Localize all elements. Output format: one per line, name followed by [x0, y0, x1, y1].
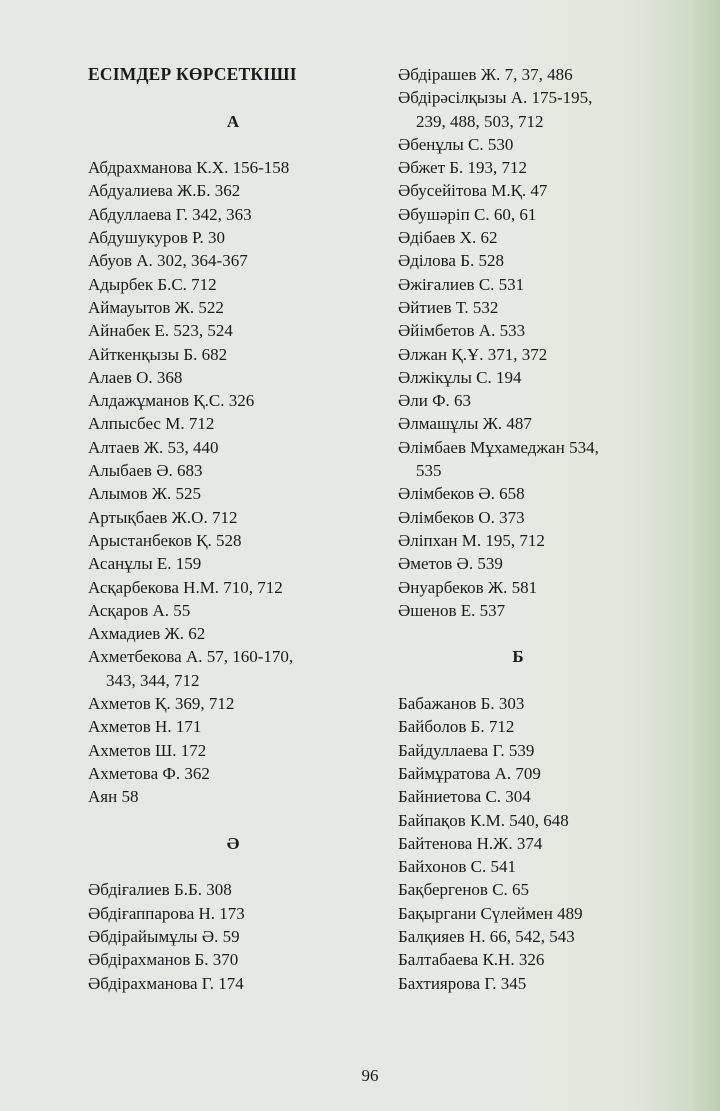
index-entry — [88, 576, 378, 599]
index-entry — [398, 576, 698, 599]
index-entry — [398, 482, 698, 505]
index-entry — [88, 692, 378, 715]
entry-text: Айнабек Е. 523, 524 — [88, 321, 233, 341]
index-entry — [398, 809, 698, 832]
index-entry — [398, 599, 698, 622]
entry-text: Баймұратова А. 709 — [398, 763, 541, 783]
entry-text: Абуов А. 302, 364-367 — [88, 251, 248, 271]
entry-text: Әбдірахманова Г. 174 — [88, 973, 244, 993]
entry-text: Әбусейітова М.Қ. 47 — [398, 181, 548, 201]
section-letter: Б — [512, 647, 524, 667]
index-entry — [88, 319, 378, 342]
index-entry — [398, 925, 698, 948]
index-entry — [88, 156, 378, 179]
index-entry — [398, 972, 698, 995]
index-entry — [88, 529, 378, 552]
index-entry — [398, 715, 698, 738]
entry-text: Әметов Ә. 539 — [398, 554, 503, 574]
index-entry — [398, 832, 698, 855]
entry-text: Әбенұлы С. 530 — [398, 134, 514, 154]
entry-text: Байхонов С. 541 — [398, 857, 516, 877]
entry-text: Арыстанбеков Қ. 528 — [88, 530, 242, 550]
index-entry — [398, 762, 698, 785]
index-entry — [88, 506, 378, 529]
index-entry — [88, 343, 378, 366]
entry-text: Бабажанов Б. 303 — [398, 694, 525, 714]
entry-text: Әлімбаев Мұхамеджан 534, — [398, 437, 599, 457]
index-entry — [398, 343, 698, 366]
index-entry — [398, 389, 698, 412]
entry-text: Бақыргани Сүлеймен 489 — [398, 903, 583, 923]
index-entry — [88, 226, 378, 249]
entry-text: Әнуарбеков Ж. 581 — [398, 577, 538, 597]
entry-text: Әлмашұлы Ж. 487 — [398, 414, 532, 434]
index-entry — [398, 179, 698, 202]
index-entry — [88, 412, 378, 435]
entry-continuation: 535 — [416, 461, 442, 481]
entry-text: Абдуалиева Ж.Б. 362 — [88, 181, 241, 201]
entry-text: Әбдіғаппарова Н. 173 — [88, 903, 245, 923]
page-number: 96 — [361, 1066, 379, 1085]
entry-text: Байтенова Н.Ж. 374 — [398, 833, 543, 853]
entry-text: Балқияев Н. 66, 542, 543 — [398, 926, 575, 946]
entry-text: Әли Ф. 63 — [398, 391, 472, 411]
index-entry — [88, 179, 378, 202]
entry-text: Абдуллаева Г. 342, 363 — [88, 204, 252, 224]
entry-text: Әдібаев Х. 62 — [398, 228, 498, 248]
entry-text: Аян 58 — [88, 787, 139, 807]
index-entry — [398, 273, 698, 296]
entry-text: Әлжікұлы С. 194 — [398, 367, 522, 387]
entry-text: Ахметбекова А. 57, 160-170, — [88, 647, 294, 667]
entry-text: Артықбаев Ж.О. 712 — [88, 507, 238, 527]
index-entry — [398, 156, 698, 179]
entry-text: Әбушәріп С. 60, 61 — [398, 204, 537, 224]
entry-text: Айткенқызы Б. 682 — [88, 344, 228, 364]
entry-text: Байдуллаева Г. 539 — [398, 740, 535, 760]
index-entry — [88, 296, 378, 319]
index-entry — [88, 459, 378, 482]
index-entry — [88, 552, 378, 575]
index-entry — [398, 319, 698, 342]
index-entry — [398, 529, 698, 552]
entry-text: Асқаров А. 55 — [88, 600, 191, 620]
index-entry — [88, 389, 378, 412]
index-entry — [398, 692, 698, 715]
entry-continuation: 343, 344, 712 — [106, 670, 200, 690]
index-entry — [398, 133, 698, 156]
index-entry — [88, 925, 378, 948]
index-entry — [88, 249, 378, 272]
section-letter: А — [226, 111, 240, 131]
entry-text: Балтабаева К.Н. 326 — [398, 950, 545, 970]
index-entry — [398, 902, 698, 925]
entry-text: Ахметов Н. 171 — [88, 717, 202, 737]
entry-text: Ахмадиев Ж. 62 — [88, 624, 206, 644]
entry-text: Ахметов Ш. 172 — [88, 740, 207, 760]
entry-text: Әбжет Б. 193, 712 — [398, 158, 528, 178]
entry-text: Алыбаев Ә. 683 — [88, 461, 203, 481]
entry-text: Әділова Б. 528 — [398, 251, 504, 271]
index-entry — [88, 645, 378, 692]
index-entry — [398, 552, 698, 575]
entry-text: Әбдірахманов Б. 370 — [88, 950, 239, 970]
entry-text: Әбдірәсілқызы А. 175-195, — [398, 88, 593, 108]
index-entry — [398, 739, 698, 762]
index-entry — [88, 972, 378, 995]
index-entry — [88, 785, 378, 808]
index-entry — [88, 203, 378, 226]
entry-text: Аймауытов Ж. 522 — [88, 297, 224, 317]
entry-text: Әлімбеков Ә. 658 — [398, 484, 525, 504]
entry-text: Әйімбетов А. 533 — [398, 321, 526, 341]
index-entry — [88, 482, 378, 505]
index-entry — [88, 878, 378, 901]
entry-text: Әлімбеков О. 373 — [398, 507, 525, 527]
index-entry — [398, 878, 698, 901]
index-entry — [398, 226, 698, 249]
entry-text: Абдрахманова К.Х. 156-158 — [88, 158, 290, 178]
index-entry — [398, 203, 698, 226]
entry-continuation: 239, 488, 503, 712 — [416, 111, 544, 131]
index-entry — [88, 436, 378, 459]
left-column — [88, 63, 378, 995]
index-entry — [398, 436, 698, 483]
entry-text: Әшенов Е. 537 — [398, 600, 506, 620]
entry-text: Байпақов К.М. 540, 648 — [398, 810, 569, 830]
index-entry — [398, 86, 698, 133]
entry-text: Асқарбекова Н.М. 710, 712 — [88, 577, 283, 597]
entry-text: Әліпхан М. 195, 712 — [398, 530, 545, 550]
right-column — [398, 63, 698, 995]
index-entry — [88, 948, 378, 971]
index-entry — [88, 902, 378, 925]
entry-text: Бақбергенов С. 65 — [398, 880, 530, 900]
entry-text: Әбдірашев Ж. 7, 37, 486 — [398, 65, 573, 84]
index-entry — [88, 622, 378, 645]
index-entry — [88, 599, 378, 622]
entry-text: Адырбек Б.С. 712 — [88, 274, 217, 294]
entry-text: Әжіғалиев С. 531 — [398, 274, 525, 294]
entry-text: Алтаев Ж. 53, 440 — [88, 437, 219, 457]
entry-text: Әбдіғалиев Б.Б. 308 — [88, 880, 232, 900]
entry-text: Ахметов Қ. 369, 712 — [88, 694, 235, 714]
index-entry — [88, 739, 378, 762]
entry-text: Алаев О. 368 — [88, 367, 183, 387]
entry-text: Байболов Б. 712 — [398, 717, 515, 737]
entry-text: Әйтиев Т. 532 — [398, 297, 499, 317]
index-entry — [398, 855, 698, 878]
index-entry — [88, 366, 378, 389]
index-entry — [88, 273, 378, 296]
index-entry — [398, 366, 698, 389]
entry-text: Абдушукуров Р. 30 — [88, 228, 226, 248]
page-title: ЕСІМДЕР КӨРСЕТКІШІ — [88, 64, 297, 84]
entry-text: Алымов Ж. 525 — [88, 484, 201, 504]
entry-text: Асанұлы Е. 159 — [88, 554, 202, 574]
entry-text: Бахтиярова Г. 345 — [398, 973, 527, 993]
index-entry — [398, 296, 698, 319]
index-entry — [88, 715, 378, 738]
section-letter: Ә — [226, 833, 240, 853]
entry-text: Әлжан Қ.Ұ. 371, 372 — [398, 344, 548, 364]
entry-text: Ахметова Ф. 362 — [88, 763, 210, 783]
index-entry — [398, 249, 698, 272]
index-entry — [398, 785, 698, 808]
entry-text: Алдажұманов Қ.С. 326 — [88, 391, 255, 411]
index-entry — [398, 948, 698, 971]
entry-text: Байниетова С. 304 — [398, 787, 531, 807]
index-entry — [398, 63, 698, 86]
index-entry — [398, 506, 698, 529]
entry-text: Алпысбес М. 712 — [88, 414, 215, 434]
index-entry — [398, 412, 698, 435]
entry-text: Әбдірайымұлы Ә. 59 — [88, 926, 240, 946]
index-entry — [88, 762, 378, 785]
